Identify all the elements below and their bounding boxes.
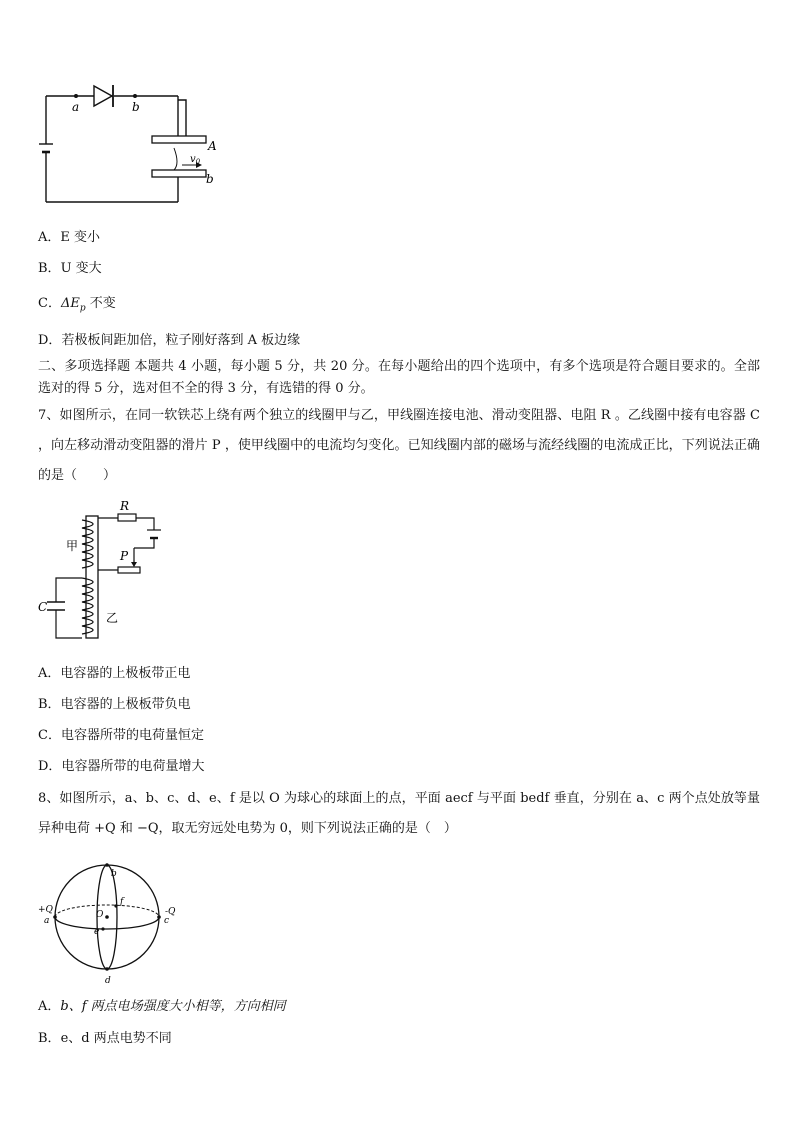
label-O: O — [96, 910, 104, 920]
q6-option-d: D．若极板间距加倍，粒子刚好落到 A 板边缘 — [38, 333, 301, 348]
label-c: c — [164, 916, 170, 926]
q7-option-c: C．电容器所带的电荷量恒定 — [38, 728, 204, 743]
q7-option-d: D．电容器所带的电荷量增大 — [38, 759, 205, 774]
figure-coils-iron-core — [38, 498, 168, 648]
label-jia: 甲 — [66, 539, 79, 553]
q8-option-b: B．e、d 两点电势不同 — [38, 1031, 172, 1046]
section-2-instructions: 二、多项选择题 本题共 4 小题，每小题 5 分，共 20 分。在每小题给出的四个选项中，有多个选项是符合题目要求的。全部选对的得 5 分，选对但不全的得 3 分，有选错的得 0 分。 — [38, 359, 760, 396]
label-d: d — [105, 976, 111, 986]
label-P: P — [120, 549, 129, 563]
label-C: C — [38, 600, 48, 614]
label-f: f — [120, 897, 124, 907]
point-b — [105, 863, 109, 867]
point-d — [105, 967, 109, 971]
capacitor-C — [47, 602, 65, 610]
wire-R-to-battery — [136, 518, 154, 530]
q6-option-c: C．$\Delta E_p$ 不变 — [38, 296, 116, 314]
label-b-plate: b — [206, 172, 214, 186]
rheostat — [118, 567, 140, 573]
label-A: A — [208, 139, 217, 153]
label-e: e — [94, 927, 100, 937]
q6-option-a: A．E 变小 — [38, 230, 101, 245]
slider-arrowhead — [131, 562, 137, 567]
label-b-top: b — [132, 100, 140, 114]
q6-option-b: B．U 变大 — [38, 261, 102, 276]
plate-b — [152, 170, 206, 177]
label-minusQ: -Q — [165, 907, 176, 917]
node-a — [74, 94, 78, 98]
point-O — [105, 915, 109, 919]
point-c — [157, 915, 161, 919]
plate-A — [152, 136, 206, 143]
label-plusQ: +Q — [38, 905, 53, 915]
node-b — [133, 94, 137, 98]
wire-yi-bottom — [56, 610, 82, 638]
label-a: a — [44, 916, 50, 926]
battery-symbol-2 — [147, 530, 161, 538]
label-R: R — [120, 499, 130, 513]
q8-option-a: A．b、f 两点电场强度大小相等，方向相同 — [38, 999, 286, 1014]
wire-battery-down — [134, 538, 154, 548]
particle-trajectory — [174, 148, 177, 170]
label-a: a — [72, 100, 80, 114]
q7-option-a: A．电容器的上极板带正电 — [38, 666, 191, 681]
wire-yi-top — [56, 578, 82, 602]
label-b: b — [111, 869, 117, 879]
q8-stem: 8、如图所示，a、b、c、d、e、f 是以 O 为球心的球面上的点，平面 aecf 与平面 bedf 垂直，分别在 a、c 两个点处放等量异种电荷 +Q 和 −Q，取无穷远处电势为 0，则下列说法正确的是（ ） — [38, 791, 760, 836]
q7-stem: 7、如图所示，在同一软铁芯上绕有两个独立的线圈甲与乙，甲线圈连接电池、滑动变阻器、电阻 R 。乙线圈中接有电容器 C ，向左移动滑动变阻器的滑片 P ，使甲线圈中的电流均匀变化。已知线圈内部的磁场与流经线圈的电流成正比，下列说法正确的是（ ） — [38, 408, 760, 483]
point-f — [114, 904, 117, 907]
resistor-R — [118, 514, 136, 521]
q7-option-b: B．电容器的上极板带负电 — [38, 697, 191, 712]
battery-symbol — [39, 144, 53, 152]
point-a — [53, 915, 57, 919]
label-yi: 乙 — [106, 611, 119, 625]
label-v0: $v_0$ — [190, 154, 201, 166]
point-e — [101, 927, 104, 930]
diode-symbol — [94, 85, 113, 107]
figure-circuit-diode-capacitor — [38, 82, 228, 210]
figure-sphere — [34, 860, 184, 990]
